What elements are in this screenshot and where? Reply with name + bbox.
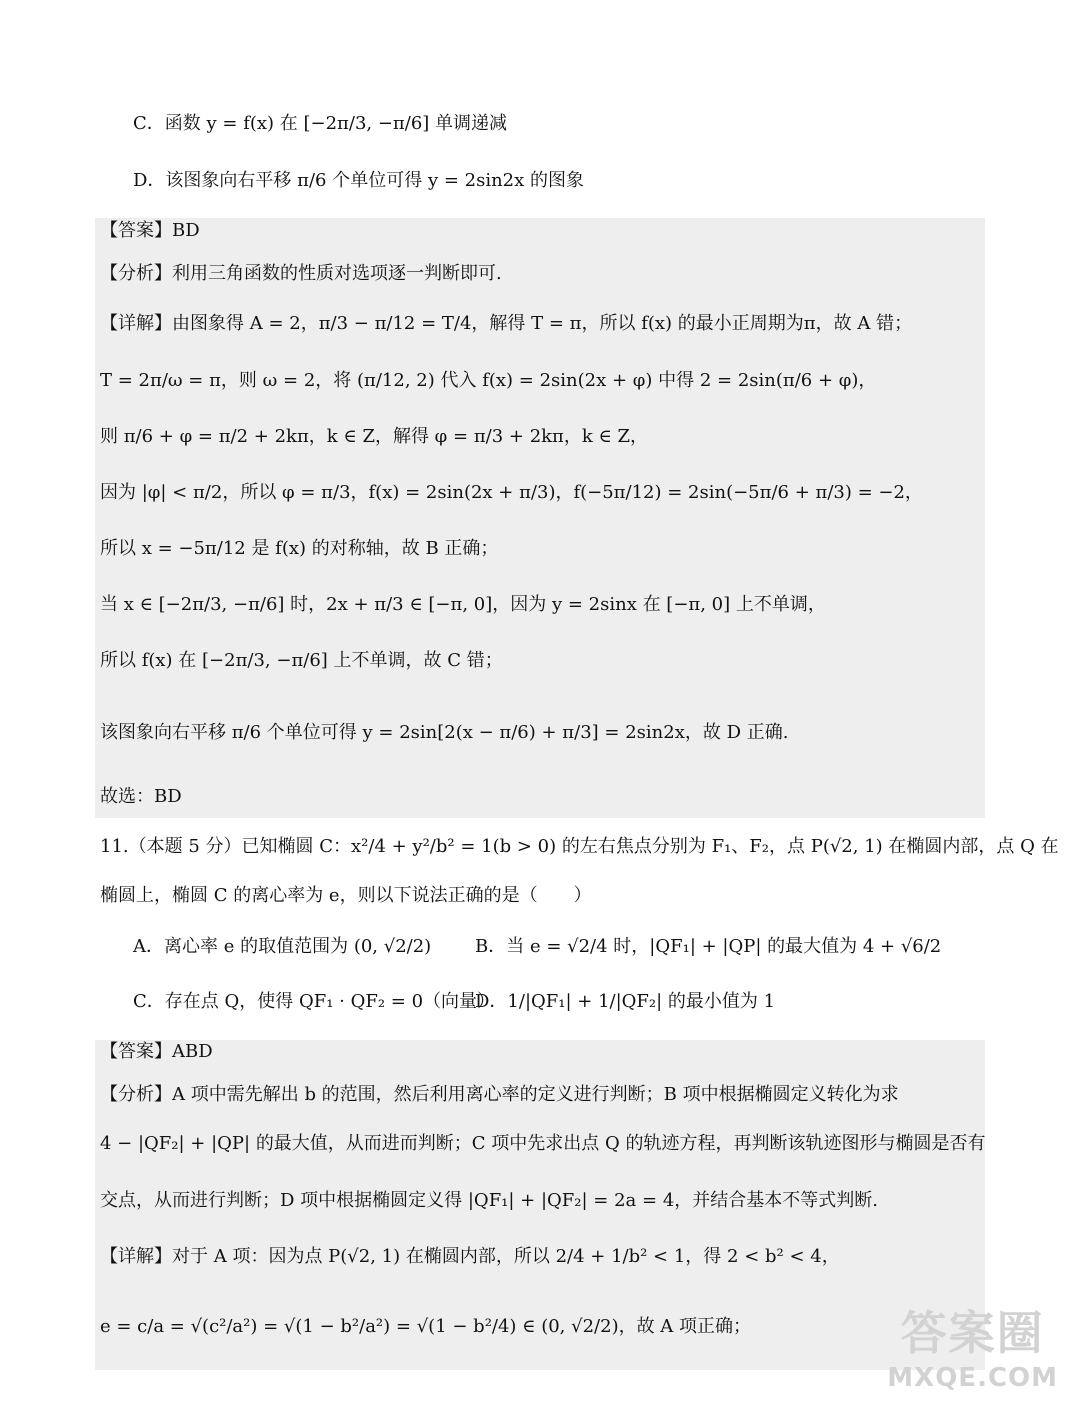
detail-q10-line: 该图象向右平移 π/6 个单位可得 y = 2sin[2(x − π/6) + π/3] = 2sin2x，故 D 正确.	[100, 722, 789, 743]
analysis-q10: 【分析】利用三角函数的性质对选项逐一判断即可.	[100, 263, 502, 284]
detail-q11-line: 【分析】A 项中需先解出 b 的范围，然后利用离心率的定义进行判断；B 项中根据椭圆定义转化为求	[100, 1084, 899, 1105]
option-q11-b: B．当 e = √2/4 时，|QF₁| + |QP| 的最大值为 4 + √6/2	[475, 936, 942, 957]
watermark	[887, 1297, 1058, 1393]
question-q11-stem: 椭圆上，椭圆 C 的离心率为 e，则以下说法正确的是（ ）	[100, 885, 592, 906]
question-q11-stem: 11.（本题 5 分）已知椭圆 C：x²/4 + y²/b² = 1(b > 0) 的左右焦点分别为 F₁、F₂，点 P(√2, 1) 在椭圆内部，点 Q 在	[100, 836, 1059, 857]
final-choice-q10: 故选：BD	[100, 786, 182, 807]
watermark-url: MXQE.COM	[887, 1363, 1058, 1393]
option-q10-d: D．该图象向右平移 π/6 个单位可得 y = 2sin2x 的图象	[133, 170, 585, 191]
option-q11-d: D．1/|QF₁| + 1/|QF₂| 的最小值为 1	[475, 991, 776, 1012]
detail-q10-line: 因为 |φ| < π/2，所以 φ = π/3，f(x) = 2sin(2x + π/3)，f(−5π/12) = 2sin(−5π/6 + π/3) = −2，	[100, 482, 923, 503]
watermark-logo: 答案圈	[900, 1306, 1045, 1360]
detail-q11-line: 交点，从而进行判断；D 项中根据椭圆定义得 |QF₁| + |QF₂| = 2a = 4，并结合基本不等式判断.	[100, 1190, 878, 1211]
answer-q11: 【答案】ABD	[100, 1041, 213, 1062]
detail-q10-line: 当 x ∈ [−2π/3, −π/6] 时，2x + π/3 ∈ [−π, 0]，因为 y = 2sinx 在 [−π, 0] 上不单调，	[100, 594, 826, 615]
detail-q11-line: 4 − |QF₂| + |QP| 的最大值，从而进而判断；C 项中先求出点 Q 的轨迹方程，再判断该轨迹图形与椭圆是否有	[100, 1133, 986, 1154]
detail-q10-line: 所以 f(x) 在 [−2π/3, −π/6] 上不单调，故 C 错；	[100, 650, 503, 671]
option-q11-c: C．存在点 Q，使得 QF₁ · QF₂ = 0（向量）	[133, 991, 496, 1012]
option-q11-a: A．离心率 e 的取值范围为 (0, √2/2)	[133, 936, 432, 957]
detail-q10-line: 则 π/6 + φ = π/2 + 2kπ，k ∈ Z，解得 φ = π/3 + 2kπ，k ∈ Z，	[100, 426, 649, 447]
detail-q10-line: T = 2π/ω = π，则 ω = 2，将 (π/12, 2) 代入 f(x) = 2sin(2x + φ) 中得 2 = 2sin(π/6 + φ)，	[100, 370, 877, 391]
option-q10-c: C．函数 y = f(x) 在 [−2π/3, −π/6] 单调递减	[133, 113, 508, 134]
detail-q10-line: 所以 x = −5π/12 是 f(x) 的对称轴，故 B 正确；	[100, 538, 499, 559]
detail-q10-line: 【详解】由图象得 A = 2，π/3 − π/12 = T/4，解得 T = π，所以 f(x) 的最小正周期为π，故 A 错；	[100, 313, 913, 334]
answer-q10: 【答案】BD	[100, 220, 200, 241]
detail-q11-line: e = c/a = √(c²/a²) = √(1 − b²/a²) = √(1 − b²/4) ∈ (0, √2/2)，故 A 项正确；	[100, 1316, 752, 1337]
detail-q11-line: 【详解】对于 A 项：因为点 P(√2, 1) 在椭圆内部，所以 2/4 + 1/b² < 1，得 2 < b² < 4，	[100, 1246, 840, 1267]
